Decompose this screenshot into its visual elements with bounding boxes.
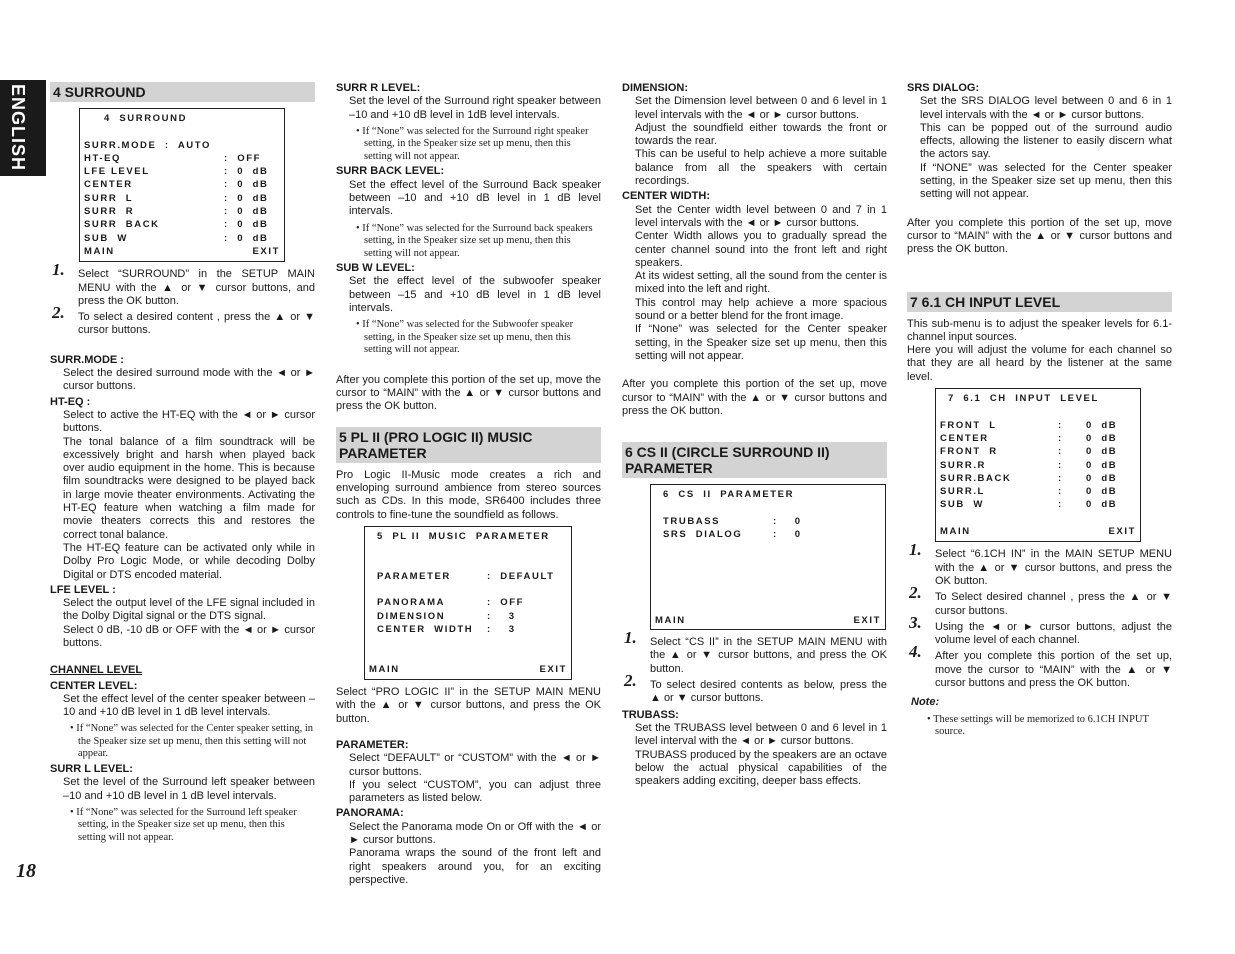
osd-row-value: 0 dB xyxy=(1086,419,1118,431)
subheading-channel-level: CHANNEL LEVEL xyxy=(50,664,143,677)
osd-row xyxy=(940,419,1136,432)
note: • If “None” was selected for the Surround left speaker setting, in the Speaker size set up menu, then this setting will not appear. xyxy=(70,806,297,843)
osd-row-key: LFE LEVEL xyxy=(84,166,150,178)
osd-row-key: FRONT R xyxy=(940,446,998,458)
paragraph: The tonal balance of a film soundtrack will be excessively bright and harsh when played back over audio equipment in the home. This is because film soundtracks were designed to be played back in large movie theater environments. Activating the HT-EQ feature when watching a film made for movie theaters corrects this and restores the correct tonal balance. xyxy=(63,435,315,541)
label-surr-back-level: SURR BACK LEVEL: xyxy=(336,165,445,178)
paragraph: This sub-menu is to adjust the speaker levels for 6.1-channel input sources. xyxy=(907,317,1172,343)
osd-row xyxy=(940,445,1136,458)
label-surr-mode: SURR.MODE : xyxy=(50,353,124,366)
osd-row-key: HT-EQ xyxy=(84,152,122,164)
label-center-width: CENTER WIDTH: xyxy=(622,190,710,203)
note: • If “None” was selected for the Subwoofer speaker setting, in the Speaker size set up menu, then this setting will not appear. xyxy=(356,319,574,356)
paragraph: Select to active the HT-EQ with the ◄ or ► cursor buttons. xyxy=(63,408,315,435)
osd-row-value: 0 dB xyxy=(1086,472,1118,484)
paragraph: If you select “CUSTOM”, you can adjust three parameters as listed below. xyxy=(349,778,601,805)
osd-param-value: : DEFAULT xyxy=(487,570,555,582)
osd-row-value: : 0 dB xyxy=(224,206,269,218)
paragraph: Select the output level of the LFE signal included in the Dolby Digital signal or the DTS signal. xyxy=(63,597,315,623)
osd-row-key: PANORAMA xyxy=(377,597,446,609)
label-ht-eq: HT-EQ : xyxy=(50,395,91,408)
osd-row-value: : 0 xyxy=(773,515,802,527)
osd-row-value: : xyxy=(1058,432,1063,444)
step-2: 2. To select desired contents as below, press the ▲ or ▼ cursor buttons. xyxy=(624,671,887,705)
label-surr-l-level: SURR L LEVEL: xyxy=(50,762,133,775)
label-srs-dialog: SRS DIALOG: xyxy=(907,82,980,94)
osd-row-key: SUB W xyxy=(84,232,128,244)
osd-exit: EXIT xyxy=(252,245,280,257)
osd-row xyxy=(84,178,280,191)
label-surr-r-level: SURR R LEVEL: xyxy=(336,82,421,94)
language-tab xyxy=(0,80,46,176)
paragraph: This can be popped out of the surround audio effects, allowing the listener to easily discern what the actors say. xyxy=(920,121,1172,161)
osd-row xyxy=(84,205,280,218)
column-1 xyxy=(50,80,315,846)
step-2: 2. To Select desired channel , press the ▲ or ▼ cursor buttons. xyxy=(909,583,1172,617)
section-heading-pl2-music: 5 PL II (PRO LOGIC II) MUSIC PARAMETER xyxy=(336,427,601,463)
osd-row-value: : 0 xyxy=(773,529,802,541)
column-2 xyxy=(336,80,601,887)
note: • If “None” was selected for the Surround back speakers setting, in the Speaker size set up menu, then this setting will not appear. xyxy=(356,222,593,259)
osd-exit: EXIT xyxy=(539,663,567,675)
osd-61ch-menu xyxy=(935,388,1141,542)
osd-row-value xyxy=(224,139,280,152)
osd-row xyxy=(84,165,280,178)
paragraph: Set the Center width level between 0 and 7 in 1 level intervals with the ◄ or ► cursor buttons. xyxy=(635,203,887,229)
osd-row-value: : 0 dB xyxy=(224,192,269,204)
paragraph: Select the desired surround mode with the ◄ or ► cursor buttons. xyxy=(63,367,315,393)
osd-row-key: CENTER xyxy=(84,179,133,191)
osd-row-value: 0 dB xyxy=(1086,486,1118,498)
paragraph: This control may help achieve a more spacious sound or a better blend for the front image. xyxy=(635,296,887,323)
osd-row-key: SURR.MODE : AUTO xyxy=(84,139,211,151)
label-sub-w-level: SUB W LEVEL: xyxy=(336,262,415,275)
step-text: Select “6.1CH IN” in the MAIN SETUP MENU with the ▲ or ▼ cursor buttons, and press the OK button. xyxy=(935,548,1172,587)
step-1: 1. Select “CS II” in the SETUP MAIN MENU with the ▲ or ▼ cursor buttons, and press the OK button. xyxy=(624,628,887,675)
paragraph: Set the effect level of the subwoofer speaker between –15 and +10 dB level in 1 dB level intervals. xyxy=(349,275,601,314)
label-panorama: PANORAMA: xyxy=(336,807,404,820)
osd-row xyxy=(940,472,1136,485)
osd-row-key: SURR BACK xyxy=(84,219,160,231)
note: • These settings will be memorized to 6.1CH INPUT source. xyxy=(927,713,1149,738)
step-text: To Select desired channel , press the ▲ or ▼ cursor buttons. xyxy=(935,591,1172,617)
paragraph: Select “PRO LOGIC II” in the SETUP MAIN MENU with the ▲ or ▼ cursor buttons, and press the OK button. xyxy=(336,686,601,725)
osd-row-value: : xyxy=(1058,446,1063,458)
step-1: 1. Select “SURROUND” in the SETUP MAIN MENU with the ▲ or ▼ cursor buttons, and press the OK button. xyxy=(52,260,315,307)
osd-row xyxy=(84,232,280,245)
osd-param-key: PARAMETER xyxy=(377,570,451,582)
osd-row-key: SRS DIALOG xyxy=(663,529,743,541)
osd-row xyxy=(940,498,1136,511)
note-label: Note: xyxy=(911,696,940,709)
osd-row xyxy=(377,596,567,609)
step-text: Using the ◄ or ► cursor buttons, adjust the volume level of each channel. xyxy=(935,620,1172,647)
osd-row-value: : OFF xyxy=(487,597,525,609)
osd-row xyxy=(377,610,567,623)
paragraph: Panorama wraps the sound of the front left and right speakers around you, for an exciting perspective. xyxy=(349,847,601,886)
paragraph: Adjust the soundfield either towards the front or towards the rear. xyxy=(635,121,887,148)
osd-row-value: : 3 xyxy=(487,623,516,635)
step-text: After you complete this portion of the set up, move the cursor to “MAIN” with the ▲ or ▼ cursor buttons and press the OK button. xyxy=(935,650,1172,689)
osd-row-value: 0 dB xyxy=(1086,432,1118,444)
osd-row xyxy=(940,432,1136,445)
section-heading-cs2: 6 CS II (CIRCLE SURROUND II) PARAMETER xyxy=(622,442,887,478)
paragraph: Center Width allows you to gradually spread the center channel sound into the front left and right speakers. xyxy=(635,230,887,269)
osd-surround-menu xyxy=(79,108,285,262)
step-text: To select a desired content , press the ▲ or ▼ cursor buttons. xyxy=(78,311,315,337)
osd-row-key: SURR.L xyxy=(940,486,985,498)
osd-row-value: : 3 xyxy=(487,610,516,622)
osd-row-value: 0 dB xyxy=(1086,499,1118,511)
osd-row-key: SURR L xyxy=(84,192,134,204)
osd-row xyxy=(940,459,1136,472)
osd-row xyxy=(940,485,1136,498)
osd-title: 4 SURROUND xyxy=(104,113,188,124)
paragraph: After you complete this portion of the set up, move cursor to “MAIN” with the ▲ or ▼ cursor buttons and press the OK button. xyxy=(907,216,1172,256)
step-text: Select “SURROUND” in the SETUP MAIN MENU with the ▲ or ▼ cursor buttons, and press the OK button. xyxy=(78,268,315,307)
paragraph: Set the level of the Surround right speaker between –10 and +10 dB level in 1dB level intervals. xyxy=(349,95,601,121)
osd-title: 7 6.1 CH INPUT LEVEL xyxy=(948,393,1099,405)
label-center-level: CENTER LEVEL: xyxy=(50,679,138,692)
osd-row-value: 0 dB xyxy=(1086,459,1118,471)
osd-row xyxy=(84,152,280,165)
osd-row-value: : xyxy=(1058,472,1063,484)
section-heading-61ch: 7 6.1 CH INPUT LEVEL xyxy=(907,292,1172,312)
note: • If “None” was selected for the Center speaker setting, in the Speaker size set up menu, then this setting will not appear. xyxy=(70,723,314,760)
osd-row-key: DIMENSION xyxy=(377,610,446,622)
paragraph: Set the level of the Surround left speaker between –10 and +10 dB level in 1 dB level intervals. xyxy=(63,776,315,802)
paragraph: Set the effect level of the Surround Back speaker between –10 and +10 dB level in 1 dB level intervals. xyxy=(349,178,601,218)
paragraph: If “NONE” was selected for the Center speaker setting, in the Speaker size set up menu, then this setting will not appear. xyxy=(920,161,1172,201)
osd-row xyxy=(84,192,280,205)
paragraph: Pro Logic II-Music mode creates a rich and enveloping surround ambience from stereo sources such as CDs. In this mode, SR6400 includes three controls to fine-tune the soundfield as follows. xyxy=(336,468,601,521)
osd-main: MAIN xyxy=(84,245,115,257)
osd-row-value: : 0 dB xyxy=(224,179,269,191)
label-lfe-level: LFE LEVEL : xyxy=(50,583,116,596)
osd-row-value: : xyxy=(1058,486,1063,498)
osd-row-value: : xyxy=(1058,499,1063,511)
osd-title: 5 PL II MUSIC PARAMETER xyxy=(377,530,550,542)
osd-row-key: CENTER xyxy=(940,432,989,444)
osd-row-key: SUB W xyxy=(940,499,984,511)
osd-main: MAIN xyxy=(369,663,400,675)
step-1: 1. Select “6.1CH IN” in the MAIN SETUP MENU with the ▲ or ▼ cursor buttons, and press the OK button. xyxy=(909,540,1172,587)
paragraph: Select the Panorama mode On or Off with the ◄ or ► cursor buttons. xyxy=(349,820,601,847)
osd-row-value: : 0 dB xyxy=(224,166,269,178)
section-heading-surround: 4 SURROUND xyxy=(50,82,315,102)
osd-row-key: CENTER WIDTH xyxy=(377,623,474,635)
column-4 xyxy=(907,80,1172,741)
paragraph: Set the TRUBASS level between 0 and 6 level in 1 level interval with the ◄ or ► cursor buttons. xyxy=(635,721,887,748)
label-dimension: DIMENSION: xyxy=(622,82,688,94)
osd-row-key: FRONT L xyxy=(940,419,997,431)
osd-row-value: : xyxy=(1058,419,1063,431)
osd-main: MAIN xyxy=(940,526,971,538)
osd-cs2-menu xyxy=(650,484,886,630)
paragraph: This can be useful to help achieve a more suitable balance from all the speakers with certain recordings. xyxy=(635,148,887,188)
osd-row-value: : xyxy=(1058,459,1063,471)
osd-row xyxy=(377,623,567,636)
paragraph: Set the Dimension level between 0 and 6 level in 1 level intervals with the ◄ or ► cursor buttons. xyxy=(635,95,887,121)
note: • If “None” was selected for the Surround right speaker setting, in the Speaker size set up menu, then this setting will not appear. xyxy=(356,125,589,162)
paragraph: TRUBASS produced by the speakers are an octave below the actual physical capabilities of the speakers adding exciting, deeper bass effects. xyxy=(635,748,887,788)
paragraph: After you complete this portion of the set up, move cursor to “MAIN” with the ▲ or ▼ cursor buttons and press the OK button. xyxy=(622,378,887,417)
osd-exit: EXIT xyxy=(1108,526,1136,538)
osd-row-value: : 0 dB xyxy=(224,219,269,231)
language-label: ENGLISH xyxy=(8,84,28,172)
osd-row xyxy=(84,139,280,152)
osd-row xyxy=(84,218,280,231)
osd-row xyxy=(663,515,881,528)
osd-row-value: 0 dB xyxy=(1086,446,1118,458)
osd-row-key: TRUBASS xyxy=(663,515,721,527)
paragraph: Here you will adjust the volume for each channel so that they are all heard by the listener at the same level. xyxy=(907,344,1172,383)
osd-row-key: SURR.R xyxy=(940,459,987,471)
column-3 xyxy=(622,80,887,788)
osd-row xyxy=(663,528,881,541)
step-text: Select “CS II” in the SETUP MAIN MENU with the ▲ or ▼ cursor buttons, and press the OK button. xyxy=(650,636,887,675)
page-number: 18 xyxy=(16,860,36,882)
paragraph: Select “DEFAULT” or “CUSTOM” with the ◄ or ► cursor buttons. xyxy=(349,752,601,778)
osd-row-key: SURR R xyxy=(84,206,135,218)
paragraph: After you complete this portion of the set up, move the cursor to “MAIN” with the ▲ or ▼ cursor buttons and press the OK button. xyxy=(336,373,601,413)
paragraph: At its widest setting, all the sound from the center is mixed into the left and right. xyxy=(635,270,887,296)
step-4: 4. After you complete this portion of the set up, move the cursor to “MAIN” with the ▲ or ▼ cursor buttons and press the OK button. xyxy=(909,642,1172,689)
paragraph: Set the effect level of the center speaker between –10 and +10 dB level in 1 dB level intervals. xyxy=(63,692,315,719)
osd-pl2-music-menu xyxy=(364,526,572,680)
step-3: 3. Using the ◄ or ► cursor buttons, adjust the volume level of each channel. xyxy=(909,612,1172,647)
label-trubass: TRUBASS: xyxy=(622,708,679,721)
paragraph: If “None” was selected for the Center speaker setting, in the Speaker size set up menu, then this setting will not appear. xyxy=(635,323,887,362)
label-parameter: PARAMETER: xyxy=(336,739,409,751)
osd-row-value: : OFF xyxy=(224,152,262,164)
osd-main: MAIN xyxy=(655,614,686,626)
step-text: To select desired contents as below, press the ▲ or ▼ cursor buttons. xyxy=(650,679,887,705)
paragraph: The HT-EQ feature can be activated only while in Dolby Pro Logic Mode, or while decoding Dolby Digital or DTS encoded material. xyxy=(63,541,315,581)
paragraph: Select 0 dB, -10 dB or OFF with the ◄ or ► cursor buttons. xyxy=(63,623,315,649)
paragraph: Set the SRS DIALOG level between 0 and 6 in 1 level intervals with the ◄ or ► cursor buttons. xyxy=(920,95,1172,121)
osd-row-value: : 0 dB xyxy=(224,232,269,244)
osd-exit: EXIT xyxy=(853,614,881,626)
osd-title: 6 CS II PARAMETER xyxy=(663,489,795,501)
osd-row-key: SURR.BACK xyxy=(940,472,1012,484)
step-2: 2. To select a desired content , press the ▲ or ▼ cursor buttons. xyxy=(52,303,315,337)
